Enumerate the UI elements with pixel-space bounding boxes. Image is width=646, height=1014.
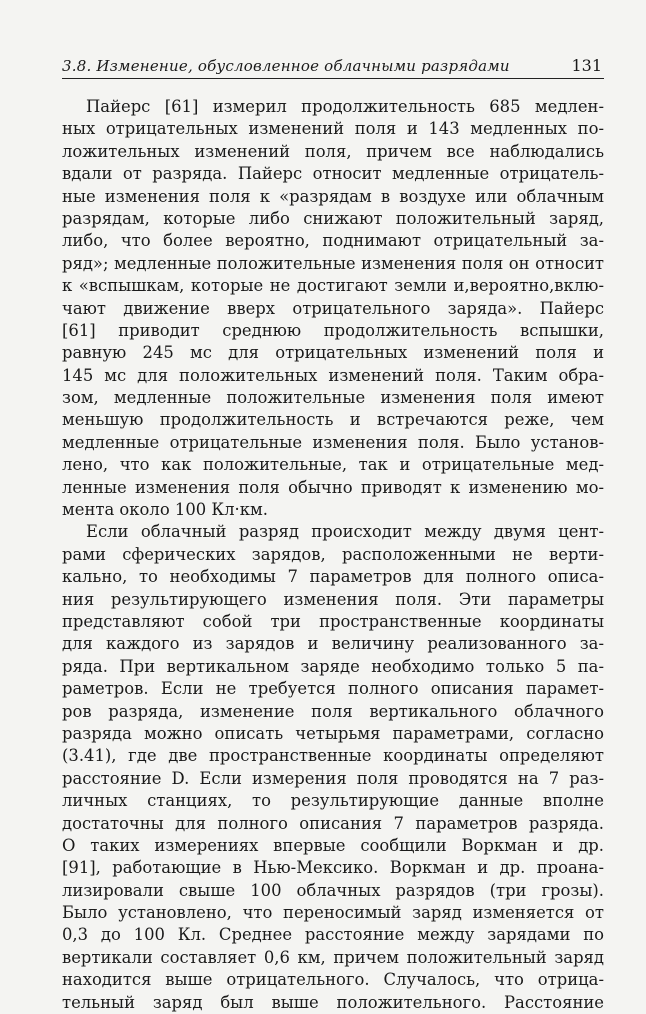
text-line: находится выше отрицательного. Случалось, что отрица-	[62, 970, 604, 990]
text-line: к «вспышкам, которые не достигают земли и,вероятно,вклю-	[62, 276, 604, 296]
text-line: ные изменения поля к «разрядам в воздухе или облачным	[62, 186, 604, 206]
text-line: 145 мс для положительных изменений поля. Таким обра-	[62, 365, 604, 385]
text-line: рами сферических зарядов, расположенными не верти-	[62, 544, 604, 564]
text-line: разрядам, которые либо снижают положительный заряд,	[62, 208, 604, 228]
text-line: равную 245 мс для отрицательных изменений поля и	[62, 343, 604, 363]
text-line: разряда можно описать четырьмя параметрами, согласно	[62, 723, 604, 743]
text-line: мента около 100 Кл·км.	[62, 500, 268, 520]
text-line: Пайерс [61] измерил продолжительность 685 медлен-	[86, 97, 604, 116]
text-line: расстояние D. Если измерения поля проводятся на 7 раз-	[62, 768, 604, 788]
text-line: 0,3 до 100 Кл. Среднее расстояние между зарядами по	[62, 925, 604, 945]
text-line: ров разряда, изменение поля вертикального облачного	[62, 701, 604, 721]
text-line: О таких измерениях впервые сообщили Воркман и др.	[62, 835, 604, 855]
text-line: раметров. Если не требуется полного описания парамет-	[62, 679, 604, 699]
text-line: ряд»; медленные положительные изменения поля он относит	[62, 253, 604, 273]
text-line: личных станциях, то результирующие данные вполне	[62, 791, 604, 811]
text-line: Если облачный разряд происходит между двумя цент-	[86, 522, 604, 542]
text-line: вертикали составляет 0,6 км, причем положительный заряд	[62, 947, 604, 967]
running-header	[62, 45, 602, 75]
paragraph-2	[62, 521, 604, 1014]
text-line: лено, что как положительные, так и отрицательные мед-	[62, 455, 604, 475]
text-line: либо, что более вероятно, поднимают отрицательный за-	[62, 231, 604, 251]
text-line: ленные изменения поля обычно приводят к изменению мо-	[62, 477, 604, 497]
paragraph-1	[62, 96, 604, 521]
text-line: лизировали свыше 100 облачных разрядов (три грозы).	[62, 880, 604, 900]
header-rule	[62, 78, 604, 79]
text-line: кально, то необходимы 7 параметров для полного описа-	[62, 567, 604, 587]
text-line: тельный заряд был выше положительного. Расстояние	[62, 992, 604, 1012]
text-line: Было установлено, что переносимый заряд изменяется от	[62, 903, 604, 923]
text-line: ложительных изменений поля, причем все наблюдались	[62, 141, 604, 161]
text-line: ния результирующего изменения поля. Эти параметры	[62, 589, 604, 609]
text-line: вдали от разряда. Пайерс относит медленные отрицатель-	[62, 164, 604, 184]
text-line: ных отрицательных изменений поля и 143 медленных по-	[62, 119, 604, 139]
text-line: (3.41), где две пространственные координаты определяют	[62, 746, 604, 766]
text-line: медленные отрицательные изменения поля. Было установ-	[62, 432, 604, 452]
section-title: 3.8. Изменение, обусловленное облачными разрядами	[62, 57, 510, 75]
text-line: представляют собой три пространственные координаты	[62, 611, 604, 631]
page-number: 131	[571, 56, 602, 75]
text-line: меньшую продолжительность и встречаются реже, чем	[62, 410, 604, 430]
text-line: достаточны для полного описания 7 параметров разряда.	[62, 813, 604, 833]
body-text	[62, 96, 604, 1014]
text-line: зом, медленные положительные изменения поля имеют	[62, 388, 604, 408]
text-line: [61] приводит среднюю продолжительность вспышки,	[62, 320, 604, 340]
text-line: ряда. При вертикальном заряде необходимо только 5 па-	[62, 656, 604, 676]
text-line: чают движение вверх отрицательного заряда». Пайерс	[62, 298, 604, 318]
text-line: для каждого из зарядов и величину реализованного за-	[62, 634, 604, 654]
text-line: [91], работающие в Нью-Мексико. Воркман и др. проана-	[62, 858, 604, 878]
